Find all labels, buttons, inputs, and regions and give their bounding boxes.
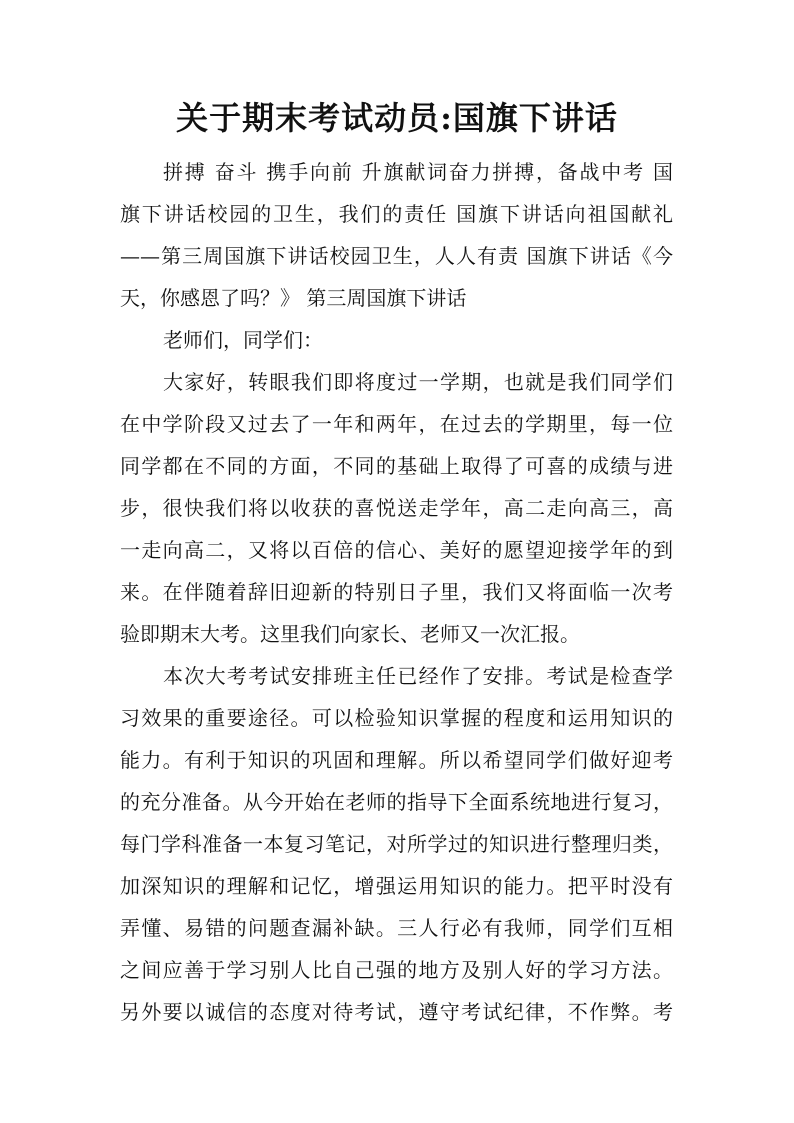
text-line: 另外要以诚信的态度对待考试，遵守考试纪律，不作弊。考 xyxy=(120,1000,673,1024)
text-line: 来。在伴随着辞旧迎新的特别日子里，我们又将面临一次考 xyxy=(120,580,673,604)
text-line: 弄懂、易错的问题查漏补缺。三人行必有我师，同学们互相 xyxy=(120,916,673,940)
text-line: 大家好，转眼我们即将度过一学期，也就是我们同学们 xyxy=(163,370,673,394)
document-body xyxy=(120,151,673,1033)
text-line: 之间应善于学习别人比自己强的地方及别人好的学习方法。 xyxy=(120,958,673,982)
text-line: 本次大考考试安排班主任已经作了安排。考试是检查学 xyxy=(163,664,673,688)
paragraph-review xyxy=(120,361,673,655)
text-line: 能力。有利于知识的巩固和理解。所以希望同学们做好迎考 xyxy=(120,748,673,772)
paragraph-exam xyxy=(120,655,673,1033)
paragraph-greeting xyxy=(120,319,673,361)
text-line: 老师们，同学们： xyxy=(163,328,323,352)
document-title: 关于期末考试动员:国旗下讲话 xyxy=(176,99,618,137)
text-line: ——第三周国旗下讲话校园卫生，人人有责 国旗下讲话《今 xyxy=(120,244,673,268)
text-line: 加深知识的理解和记忆，增强运用知识的能力。把平时没有 xyxy=(120,874,673,898)
text-line: 在中学阶段又过去了一年和两年，在过去的学期里，每一位 xyxy=(120,412,673,436)
text-line: 同学都在不同的方面，不同的基础上取得了可喜的成绩与进 xyxy=(120,454,673,478)
paragraph-intro xyxy=(120,151,673,319)
text-line: 习效果的重要途径。可以检验知识掌握的程度和运用知识的 xyxy=(120,706,673,730)
text-line: 的充分准备。从今开始在老师的指导下全面系统地进行复习， xyxy=(120,790,673,814)
text-line: 拼搏 奋斗 携手向前 升旗献词奋力拼搏，备战中考 国 xyxy=(163,160,673,184)
text-line: 一走向高二，又将以百倍的信心、美好的愿望迎接学年的到 xyxy=(120,538,673,562)
text-line: 验即期末大考。这里我们向家长、老师又一次汇报。 xyxy=(120,622,580,646)
text-line: 步，很快我们将以收获的喜悦送走学年，高二走向高三，高 xyxy=(120,496,673,520)
text-line: 天，你感恩了吗？》 第三周国旗下讲话 xyxy=(120,286,467,310)
text-line: 旗下讲话校园的卫生，我们的责任 国旗下讲话向祖国献礼 xyxy=(120,202,673,226)
text-line: 每门学科准备一本复习笔记，对所学过的知识进行整理归类， xyxy=(120,832,673,856)
